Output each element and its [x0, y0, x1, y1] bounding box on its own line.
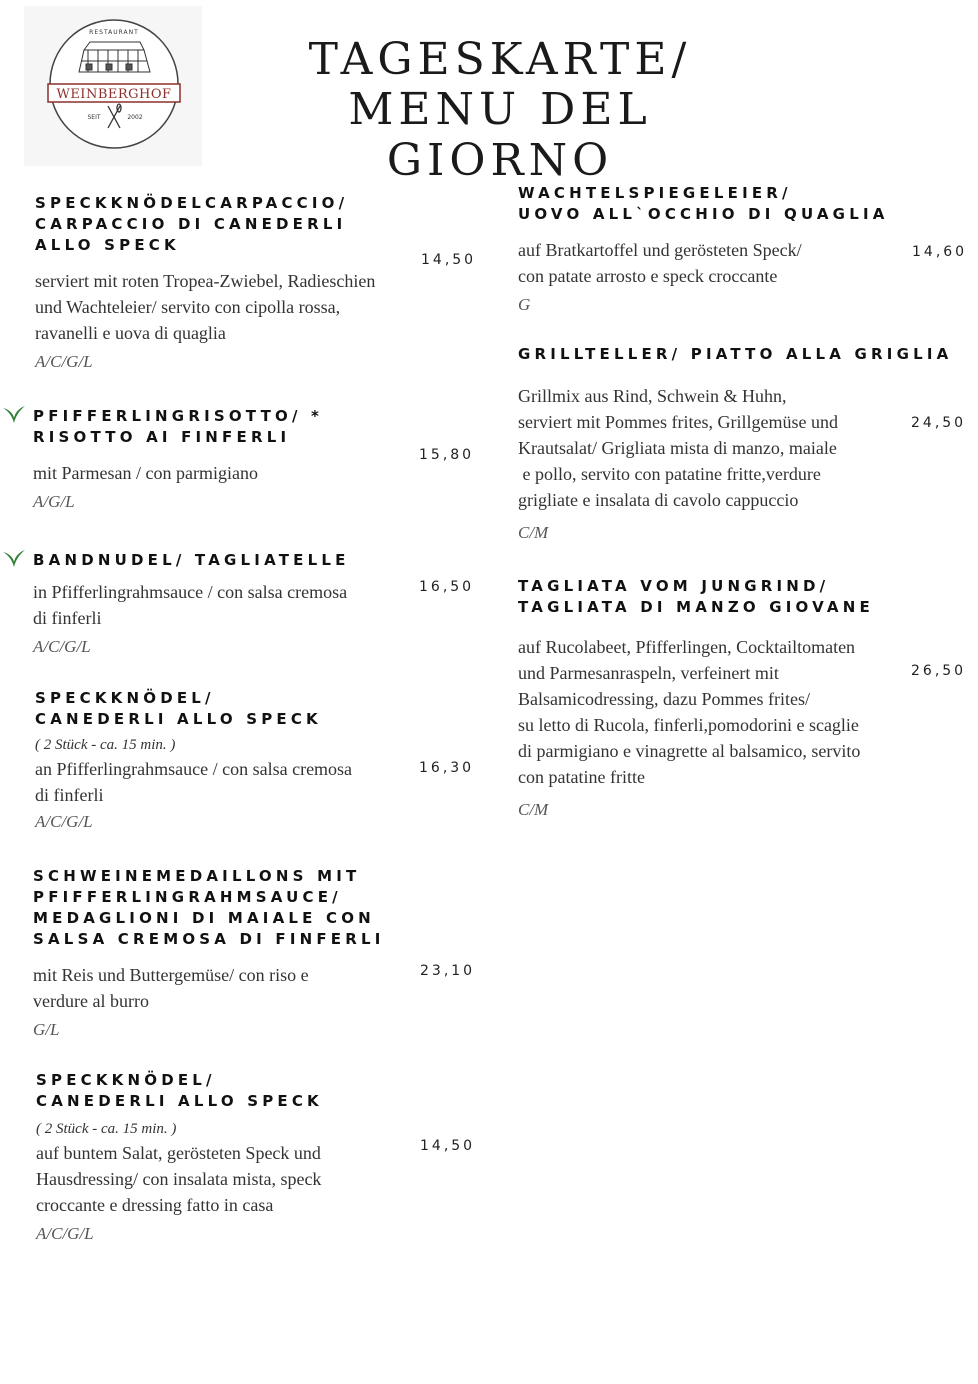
item-price: 26,50 — [911, 663, 967, 679]
item-name: PFIFFERLINGRAHMSAUCE/ — [33, 888, 342, 906]
item-name: GRILLTELLER/ PIATTO ALLA GRIGLIA — [518, 345, 953, 363]
item-description: di parmigiano e vinagrette al balsamico, servito — [518, 741, 861, 761]
item-description: Krautsalat/ Grigliata mista di manzo, maiale — [518, 438, 837, 458]
menu-item-wachtelspiegeleier — [518, 183, 908, 315]
item-description: in Pfifferlingrahmsauce / con salsa cremosa — [33, 582, 348, 602]
menu-item-speckknoedel-sauce — [35, 688, 420, 832]
item-name: BANDNUDEL/ TAGLIATELLE — [33, 551, 350, 569]
item-name: SPECKKNÖDEL/ — [35, 689, 215, 707]
item-price: 23,10 — [420, 963, 476, 979]
menu-item-speckknoedelcarpaccio — [35, 193, 420, 372]
item-description: Balsamicodressing, dazu Pommes frites/ — [518, 689, 810, 709]
item-price: 24,50 — [911, 415, 967, 431]
item-allergens: C/M — [518, 800, 549, 819]
logo-top-text: RESTAURANT — [89, 29, 139, 36]
item-name: TAGLIATA DI MANZO GIOVANE — [518, 598, 874, 616]
item-name: CANEDERLI ALLO SPECK — [36, 1092, 323, 1110]
menu-item-schweinemedaillons — [33, 866, 418, 1040]
item-name: RISOTTO AI FINFERLI — [33, 428, 291, 446]
restaurant-logo — [24, 6, 202, 166]
item-description: verdure al burro — [33, 991, 149, 1011]
page-title-line2: MENU DEL GIORNO — [348, 84, 652, 186]
item-description: e pollo, servito con patatine fritte,verdure — [518, 464, 821, 484]
item-note: ( 2 Stück - ca. 15 min. ) — [36, 1121, 177, 1137]
item-description: con patate arrosto e speck croccante — [518, 266, 778, 286]
menu-item-tagliata — [518, 576, 908, 820]
item-description: Hausdressing/ con insalata mista, speck — [36, 1169, 322, 1189]
item-price: 14,50 — [420, 1138, 476, 1154]
item-description: di finferli — [33, 608, 102, 628]
item-description: an Pfifferlingrahmsauce / con salsa cremosa — [35, 759, 353, 779]
item-name: PFIFFERLINGRISOTTO/ * — [33, 407, 324, 425]
item-allergens: A/C/G/L — [33, 637, 91, 656]
item-name: CANEDERLI ALLO SPECK — [35, 710, 322, 728]
item-name: MEDAGLIONI DI MAIALE CON — [33, 909, 375, 927]
item-allergens: G — [518, 295, 531, 314]
item-name: SPECKKNÖDELCARPACCIO/ — [35, 194, 349, 212]
item-description: con patatine fritte — [518, 767, 645, 787]
item-allergens: A/C/G/L — [36, 1224, 94, 1243]
item-price: 15,80 — [419, 447, 475, 463]
item-name: ALLO SPECK — [35, 236, 180, 254]
item-description: auf Rucolabeet, Pfifferlingen, Cocktailtomaten — [518, 637, 856, 657]
item-name: TAGLIATA VOM JUNGRIND/ — [518, 577, 830, 595]
menu-item-speckknoedel-salat — [36, 1070, 421, 1244]
item-description: und Wachteleier/ servito con cipolla rossa, — [35, 297, 341, 317]
item-name: SCHWEINEMEDAILLONS MIT — [33, 867, 361, 885]
item-description: serviert mit Pommes frites, Grillgemüse und — [518, 412, 838, 432]
item-description: mit Parmesan / con parmigiano — [33, 463, 258, 483]
item-name: UOVO ALL`OCCHIO DI QUAGLIA — [518, 205, 889, 223]
item-description: Grillmix aus Rind, Schwein & Huhn, — [518, 386, 787, 406]
item-description: croccante e dressing fatto in casa — [36, 1195, 274, 1215]
item-allergens: C/M — [518, 523, 549, 542]
item-price: 14,50 — [421, 252, 477, 268]
menu-item-pfifferlingrisotto — [33, 406, 418, 512]
item-price: 14,60 — [912, 244, 968, 260]
item-price: 16,50 — [419, 579, 475, 595]
item-description: ravanelli e uova di quaglia — [35, 323, 226, 343]
page-title-line1: TAGESKARTE/ — [308, 34, 692, 85]
item-allergens: A/C/G/L — [35, 352, 93, 371]
item-allergens: A/C/G/L — [35, 812, 93, 831]
leaf-icon — [2, 549, 26, 569]
item-name: CARPACCIO DI CANEDERLI — [35, 215, 347, 233]
item-price: 16,30 — [419, 760, 475, 776]
item-description: auf Bratkartoffel und gerösteten Speck/ — [518, 240, 802, 260]
item-name: SALSA CREMOSA DI FINFERLI — [33, 930, 385, 948]
item-allergens: G/L — [33, 1020, 60, 1039]
item-description: und Parmesanraspeln, verfeinert mit — [518, 663, 779, 683]
item-description: grigliate e insalata di cavolo cappuccio — [518, 490, 799, 510]
logo-left-text: SEIT — [87, 114, 101, 121]
item-description: di finferli — [35, 785, 104, 805]
item-name: SPECKKNÖDEL/ — [36, 1071, 216, 1089]
item-name: WACHTELSPIEGELEIER/ — [518, 184, 792, 202]
logo-right-text: 2002 — [127, 114, 143, 121]
item-description: serviert mit roten Tropea-Zwiebel, Radieschien — [35, 271, 376, 291]
item-description: su letto di Rucola, finferli,pomodorini e scaglie — [518, 715, 859, 735]
item-allergens: A/G/L — [33, 492, 75, 511]
menu-item-bandnudel — [33, 550, 418, 657]
item-note: ( 2 Stück - ca. 15 min. ) — [35, 737, 176, 753]
logo-name: WEINBERGHOF — [56, 87, 172, 102]
item-description: mit Reis und Buttergemüse/ con riso e — [33, 965, 309, 985]
item-description: auf buntem Salat, gerösteten Speck und — [36, 1143, 321, 1163]
leaf-icon — [2, 405, 26, 425]
